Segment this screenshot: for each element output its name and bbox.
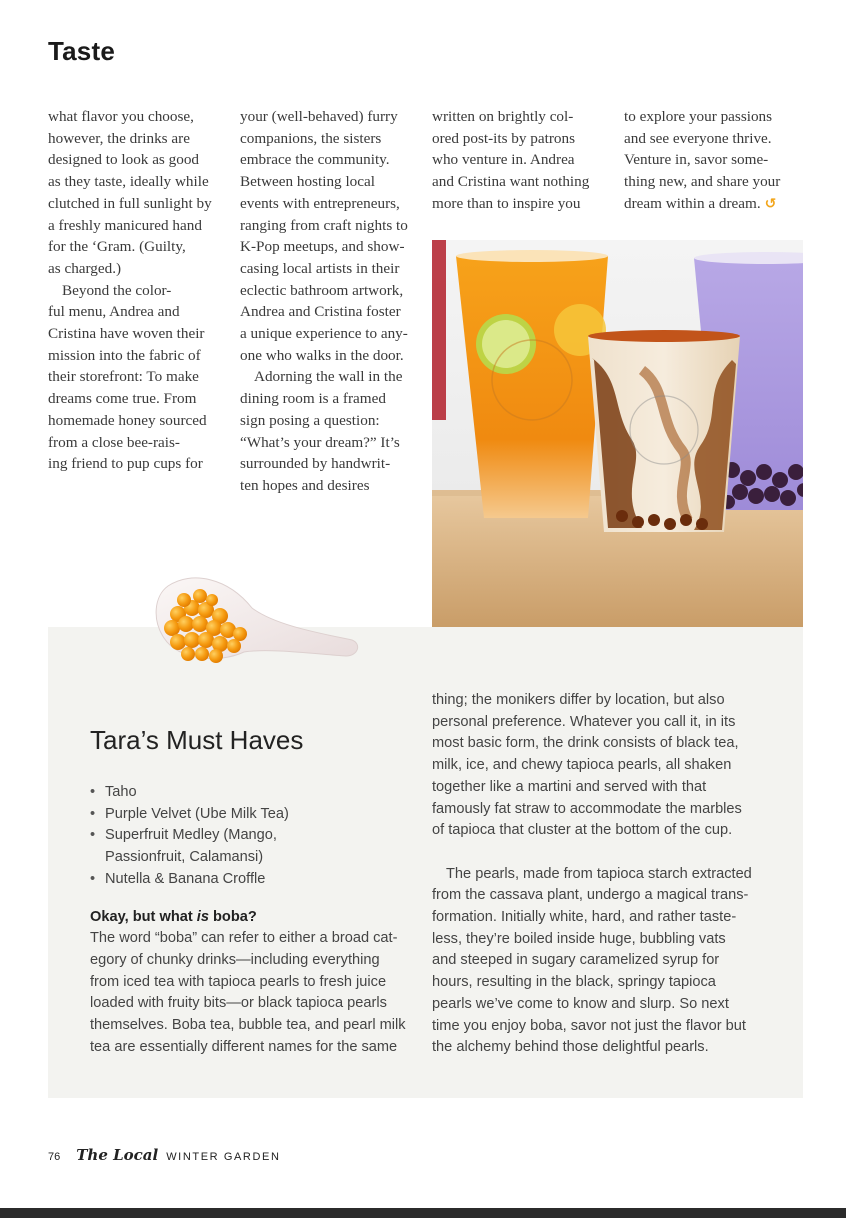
text-line: pearls we’ve come to know and slurp. So next	[432, 995, 729, 1012]
text-line: time you enjoy boba, savor not just the flavor but	[432, 1017, 746, 1034]
section-title: Taste	[48, 36, 115, 66]
text-line: The pearls, made from tapioca starch extracted	[446, 865, 752, 882]
spoon-popping-boba-image	[148, 568, 362, 678]
text-line: who venture in. Andrea	[432, 151, 575, 169]
must-haves-title: Tara’s Must Haves	[90, 725, 304, 755]
text-line: K-Pop meetups, and show-	[240, 238, 405, 256]
text-line: from the cassava plant, undergo a magical trans-	[432, 887, 749, 904]
text-line: thing new, and share your	[624, 173, 781, 191]
text-line: ful menu, Andrea and	[48, 303, 180, 321]
end-mark-icon: ↺	[764, 195, 777, 212]
text-line: Between hosting local	[240, 173, 375, 191]
page-footer	[48, 1146, 281, 1164]
text-line: eclectic bathroom artwork,	[240, 281, 404, 299]
heading-text-em: is	[196, 908, 209, 925]
list-item: • Superfruit Medley (Mango,	[90, 825, 420, 847]
list-item-continued: Passionfruit, Calamansi)	[105, 849, 264, 866]
text-line: what flavor you choose,	[48, 108, 194, 125]
boba-question-heading	[90, 907, 420, 929]
text-line: loaded with fruity bits—or black tapioca pearls	[90, 995, 387, 1012]
publication-edition: WINTER GARDEN	[166, 1151, 281, 1163]
text-line: designed to look as good	[48, 151, 200, 169]
text-line: casing local artists in their	[240, 259, 400, 277]
text-line: milk, ice, and chewy tapioca pearls, all shaken	[432, 757, 732, 774]
text-line: for the ‘Gram. (Guilty,	[48, 238, 186, 256]
text-line: mission into the fabric of	[48, 346, 201, 364]
page-number: 76	[48, 1151, 61, 1163]
list-item: • Taho	[90, 782, 420, 804]
text-line: themselves. Boba tea, bubble tea, and pearl milk	[90, 1017, 406, 1034]
text-line: from a close bee-rais-	[48, 433, 180, 451]
text-line: dining room is a framed	[240, 390, 386, 408]
text-line: clutched in full sunlight by	[48, 194, 212, 212]
text-line: more than to inspire you	[432, 194, 581, 212]
text-line: homemade honey sourced	[48, 411, 207, 429]
paragraph-gap	[432, 842, 772, 864]
boba-drinks-photo	[432, 240, 803, 627]
heading-text-post: boba?	[208, 908, 257, 925]
text-line: written on brightly col-	[432, 108, 574, 125]
text-line: most basic form, the drink consists of black tea,	[432, 735, 739, 752]
text-line: one who walks in the door.	[240, 346, 404, 364]
text-line: thing; the monikers differ by location, but also	[432, 692, 725, 708]
text-line: and steeped in sugary caramelized syrup for	[432, 952, 720, 969]
must-haves-list	[90, 782, 420, 891]
text-line: formation. Initially white, hard, and rather taste-	[432, 909, 737, 926]
text-line: the alchemy behind those delightful pearls.	[432, 1039, 709, 1056]
text-line: personal preference. Whatever you call it, in its	[432, 713, 736, 730]
publication-logo: The Local	[76, 1146, 159, 1164]
article-column-3	[432, 106, 612, 215]
text-line: sign posing a question:	[240, 411, 380, 429]
text-line-final: dream within a dream.	[624, 194, 761, 212]
text-line: together like a martini and served with that	[432, 778, 707, 795]
text-line: ored post-its by patrons	[432, 129, 575, 147]
text-line: hours, resulting in the black, springy tapioca	[432, 974, 716, 991]
text-line: less, they’re boiled inside huge, bubbling vats	[432, 930, 726, 947]
boba-explainer-column	[432, 690, 772, 1059]
text-line: Adorning the wall in the	[254, 368, 403, 386]
text-line: your (well-behaved) furry	[240, 108, 398, 125]
text-line: Venture in, savor some-	[624, 151, 769, 169]
text-line: to explore your passions	[624, 108, 773, 125]
bottom-bar	[0, 1208, 846, 1218]
text-line: their storefront: To make	[48, 368, 199, 386]
list-item: • Nutella & Banana Croffle	[90, 869, 420, 891]
heading-text-pre: Okay, but what	[90, 908, 197, 925]
text-line: egory of chunky drinks—including everything	[90, 951, 380, 968]
list-item: • Purple Velvet (Ube Milk Tea)	[90, 804, 420, 826]
text-line: and see everyone thrive.	[624, 129, 772, 147]
article-column-4	[624, 106, 804, 216]
text-line: events with entrepreneurs,	[240, 194, 400, 212]
article-column-2	[240, 106, 420, 497]
text-line: famously fat straw to accommodate the marbles	[432, 800, 742, 817]
text-line: Andrea and Cristina foster	[240, 303, 401, 321]
text-line: The word “boba” can refer to either a broad cat-	[90, 930, 398, 947]
text-line: Cristina have woven their	[48, 325, 205, 343]
text-line	[624, 193, 804, 216]
text-line: as they taste, ideally while	[48, 173, 209, 191]
text-line: “What’s your dream?” It’s	[240, 433, 400, 451]
text-line: from iced tea with tapioca pearls to fresh juice	[90, 973, 387, 990]
text-line: embrace the community.	[240, 151, 390, 169]
must-haves-column	[90, 722, 420, 1058]
text-line: companions, the sisters	[240, 129, 382, 147]
text-line: ing friend to pup cups for	[48, 455, 203, 473]
text-line: a freshly manicured hand	[48, 216, 202, 234]
text-line: ten hopes and desires	[240, 476, 370, 494]
text-line: tea are essentially different names for the same	[90, 1038, 398, 1055]
text-line: a unique experience to any-	[240, 325, 408, 343]
text-line: ranging from craft nights to	[240, 216, 408, 234]
text-line: dreams come true. From	[48, 390, 197, 408]
text-line: surrounded by handwrit-	[240, 455, 391, 473]
text-line: however, the drinks are	[48, 129, 190, 147]
text-line: as charged.)	[48, 259, 122, 277]
text-line: Beyond the color-	[62, 281, 172, 299]
text-line: and Cristina want nothing	[432, 173, 590, 191]
text-line: of tapioca that cluster at the bottom of the cup.	[432, 822, 733, 839]
article-column-1	[48, 106, 228, 475]
